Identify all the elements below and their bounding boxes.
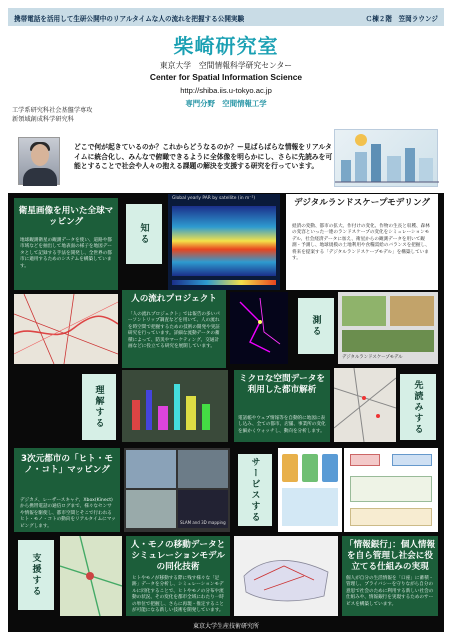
satellite-mapping-title: 衛星画像を用いた全球マッピング [18, 206, 114, 227]
map-caption: Global yearly PAR by satellite (in m⁻²) [172, 196, 256, 201]
label-support: 支援する [18, 540, 54, 610]
poster [8, 8, 444, 632]
3d-street-images [124, 448, 230, 532]
digital-landscape-desc: 経済の変動、都市の拡大、作付けの変化、作物の生長と収穫、森林の変容といった一連のランドスケープの変化をシミュレーションモデル、社会経済データに加え、衛星からの観測データを用いて観測・予測し、地球規模の土地利用や食糧需給のバランスを把握し、将来を提案する「デジタルランドスケープモデル」を構築しています。 [292, 224, 430, 262]
global-par-map [168, 194, 280, 290]
event-banner-text: 携帯電話を活用して生研公開中のリアルタイムな人の流れを把握する公開実験 [14, 15, 245, 23]
event-location: Ｃ棟２階 笠岡ラウンジ [365, 15, 438, 23]
satellite-mapping-panel [14, 198, 118, 290]
heatmap-image [172, 206, 276, 276]
3d-mapping-title: 3次元都市の「ヒト・モノ・コト」マッピング [21, 454, 113, 475]
simulation-map [60, 536, 122, 616]
info-bank-panel [342, 536, 438, 616]
digital-landscape-panel [286, 194, 438, 290]
people-flow-desc: 「人の流れプロジェクト」では報告の多いパーソントリップ調査などを用いて、人の流れを時空間で把握するための技術の開発や実証研究を行っています。詳細な流動データの蓄積によって、防災やマーケティング、交通計画などに役立てる研究を展開しています。 [128, 312, 220, 350]
satellite-mapping-desc: 地球観測衛星の観測データを使い、道路や都市域などを抽出して地表面の様子を地図データとして記録する手法を開発し、全世界の都市に適用するためのシステムを構築しています。 [20, 238, 112, 269]
tokyo-flow-map [14, 294, 118, 364]
info-bank-diagram [344, 448, 438, 532]
simulation-title: 人・モノの移動データとシミュレーションモデルの同化技術 [130, 540, 226, 572]
city-3d-model [122, 370, 228, 442]
footer-institute: 東京大学生産技術研究所 [8, 618, 444, 632]
3d-caption: SLAM and 3D mapping [180, 520, 226, 525]
department-item: 工学系研究科社会基盤学専攻 [12, 107, 93, 114]
simulation-panel [126, 536, 230, 616]
center-english-name: Center for Spatial Information Science [149, 72, 303, 82]
university-name: 東京大学 空間情報科学研究センター [159, 61, 293, 70]
info-bank-desc: 個人が自分の生活情報を「口座」に蓄積・管理し、プライバシーを守りながら自分の意思で社会のために利用する新しい社会の仕組みや、情報銀行を実現するためのサービスを構築しています。 [346, 576, 434, 607]
landscape-sim-images [338, 292, 438, 364]
intro-text: どこで何が起きているのか？これからどうなるのか？ー見ばらばらな情報をリアルタイムに統合化し、みんなで俯瞰できるように全体像を明らかにし、さらに先読みを可能とすることで社会や人々の抱える課題の解決を支援する研究を行っています。 [74, 143, 333, 171]
lab-url[interactable]: http://shiba.iis.u-tokyo.ac.jp [180, 86, 272, 95]
people-flow-panel [122, 290, 226, 368]
intro-section [8, 123, 444, 193]
lab-title: 柴崎研究室 [173, 34, 279, 58]
label-predict: 先読みする [400, 374, 436, 440]
usa-flow-map [234, 536, 338, 616]
micro-spatial-panel [234, 370, 330, 442]
3d-mapping-panel [14, 448, 120, 532]
flow-visualization [230, 292, 288, 364]
city-illustration [334, 129, 438, 187]
mobile-screens [278, 448, 342, 532]
label-understand: 理解する [82, 374, 116, 440]
landscape-caption: デジタルランドスケープモデル [342, 355, 403, 360]
department-item: 新領域創成科学研究科 [12, 116, 74, 123]
info-bank-title: 「情報銀行」：個人情報を自ら管理し社会に役立てる仕組みの実現 [344, 540, 436, 572]
research-field: 専門分野 空間情報工学 [185, 99, 267, 108]
heatmap-colorbar [172, 280, 276, 285]
digital-landscape-title: デジタルランドスケープモデリング [294, 198, 430, 208]
3d-mapping-desc: デジカメ、レーザースキャナ、Xbox(Kinect)から携帯電話の通信ログまで、様々なセンサや情報を駆使し、都市空間とそこで行われるヒト・モノ・コトの動向をリアルタイムにマッピングします。 [20, 498, 116, 529]
simulation-desc: ヒトやモノが移動する際に残す様々な「足跡」データを分析し、シミュレーションモデルに同化することで、ヒトやモノの分布や流動の状況、その変化を都市全域にわたり一時の単位で把握し、さらに再現・推定することが可能になる新しい技術を開発しています。 [132, 576, 224, 614]
people-flow-title: 人の流れプロジェクト [131, 294, 217, 304]
event-banner [8, 8, 444, 26]
label-measure: 測る [298, 298, 334, 354]
micro-spatial-desc: 電話帳やウェブ情報等を自動的に地図に表し込み、全ての都市、店舗、事業所の変化を細かくウォッチし、動向を分析します。 [238, 416, 326, 434]
researcher-photo [18, 137, 60, 185]
micro-spatial-title: ミクロな空間データを利用した都市解析 [239, 374, 325, 395]
label-know: 知る [126, 204, 162, 264]
label-service: サービスする [238, 454, 272, 526]
micro-map-image [334, 368, 396, 442]
